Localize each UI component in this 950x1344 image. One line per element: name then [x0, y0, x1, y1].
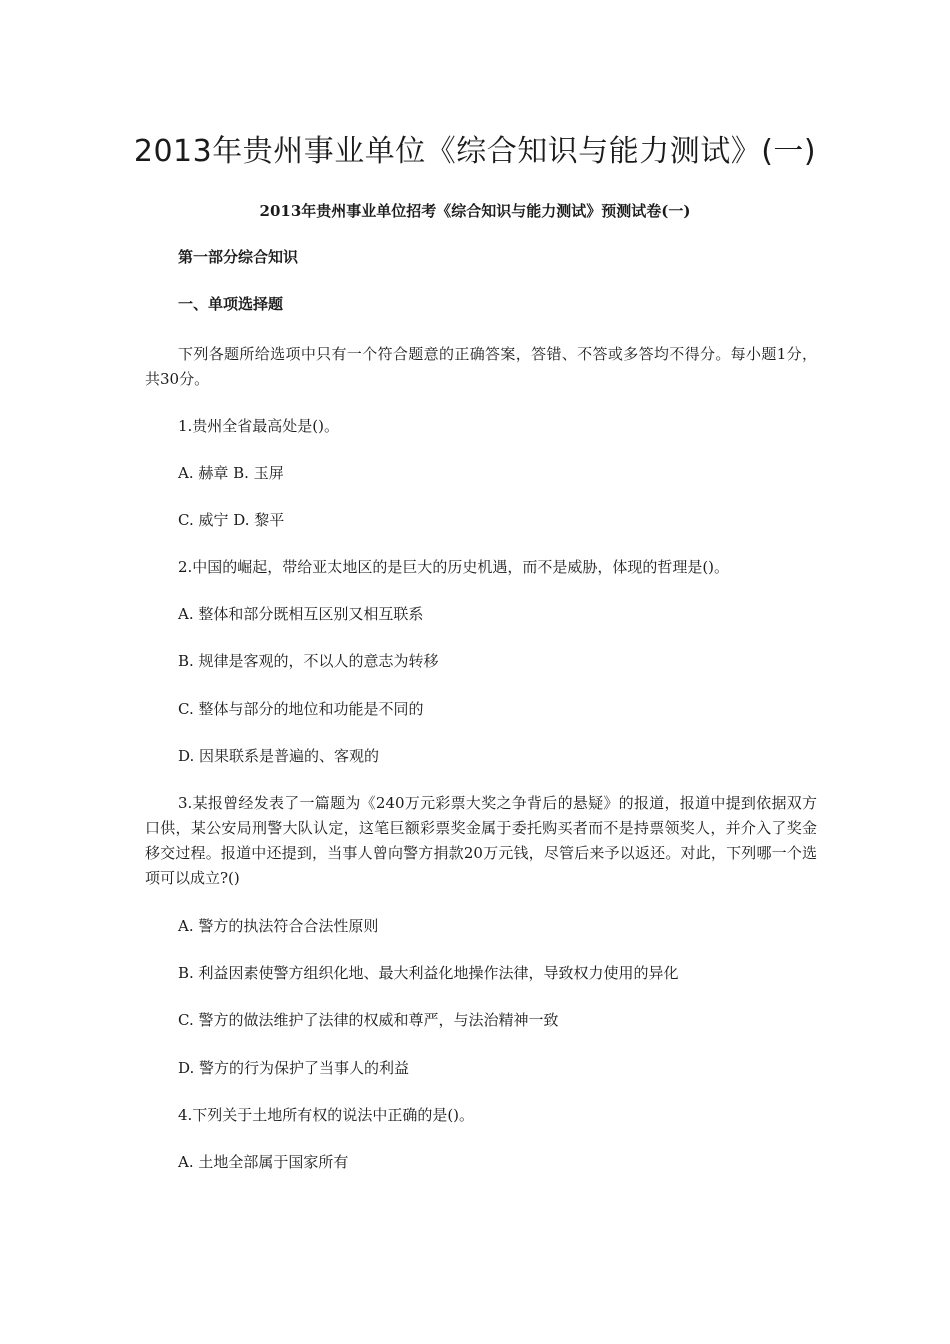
question-4-stem: 4.下列关于土地所有权的说法中正确的是()。: [178, 1106, 475, 1124]
question-2-stem: 2.中国的崛起，带给亚太地区的是巨大的历史机遇，而不是威胁，体现的哲理是()。: [178, 558, 730, 576]
question-3-option-b: B. 利益因素使警方组织化地、最大利益化地操作法律，导致权力使用的异化: [178, 964, 679, 982]
question-2-option-b: B. 规律是客观的，不以人的意志为转移: [178, 652, 439, 670]
question-3-stem: 3.某报曾经发表了一篇题为《240万元彩票大奖之争背后的悬疑》的报道，报道中提到依据双方口供，某公安局刑警大队认定，这笔巨额彩票奖金属于委托购买者而不是持票领奖人，并介入了奖金移交过程。报道中还提到，当事人曾向警方捐款20万元钱，尽管后来予以返还。对此，下列哪一个选项可以成立?(): [145, 794, 817, 887]
question-2-option-a: A. 整体和部分既相互区别又相互联系: [178, 605, 424, 623]
instructions-paragraph: 下列各题所给选项中只有一个符合题意的正确答案，答错、不答或多答均不得分。每小题1分，共30分。: [145, 345, 817, 388]
question-3-option-d: D. 警方的行为保护了当事人的利益: [178, 1059, 410, 1077]
question-1-option-ab: A. 赫章 B. 玉屏: [178, 464, 284, 482]
document-title: 2013年贵州事业单位《综合知识与能力测试》(一): [133, 134, 817, 169]
question-1-stem: 1.贵州全省最高处是()。: [178, 417, 340, 435]
question-3-option-a: A. 警方的执法符合合法性原则: [178, 917, 379, 935]
question-2-option-d: D. 因果联系是普遍的、客观的: [178, 747, 380, 765]
part-heading: 第一部分综合知识: [178, 248, 299, 266]
question-1-option-cd: C. 威宁 D. 黎平: [178, 511, 285, 529]
question-2-option-c: C. 整体与部分的地位和功能是不同的: [178, 700, 424, 718]
question-4-option-a: A. 土地全部属于国家所有: [178, 1153, 349, 1171]
question-3-option-c: C. 警方的做法维护了法律的权威和尊严，与法治精神一致: [178, 1011, 559, 1029]
document-subtitle: 2013年贵州事业单位招考《综合知识与能力测试》预测试卷(一): [259, 202, 691, 220]
section-heading: 一、单项选择题: [178, 295, 284, 313]
